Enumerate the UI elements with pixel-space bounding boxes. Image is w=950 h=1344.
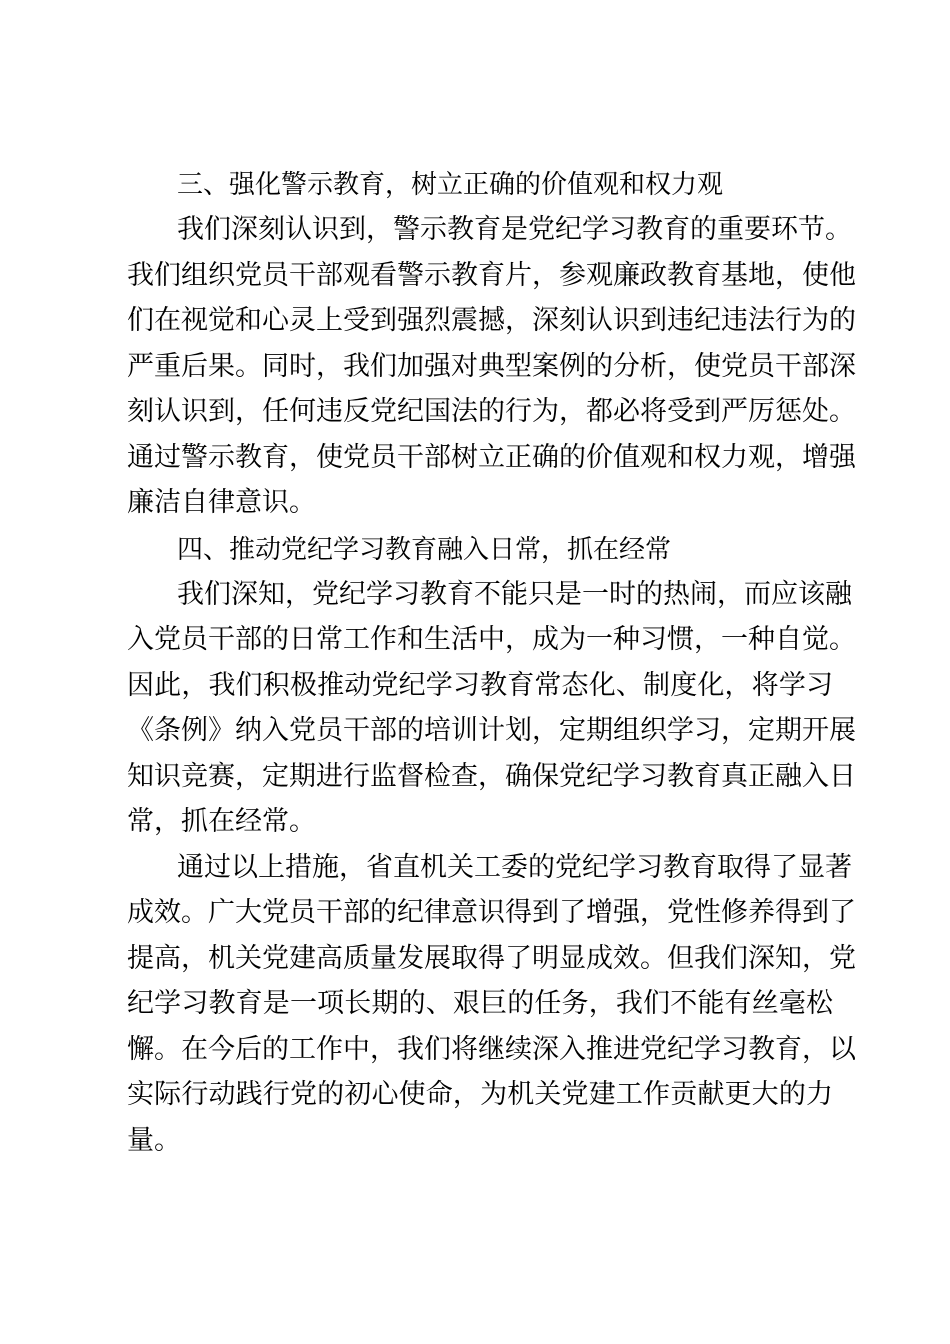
paragraph-line: 懈。在今后的工作中，我们将继续深入推进党纪学习教育，以 bbox=[127, 1033, 856, 1065]
paragraph-line: 通过以上措施，省直机关工委的党纪学习教育取得了显著 bbox=[177, 851, 852, 883]
document-body bbox=[127, 163, 856, 1163]
paragraph bbox=[127, 207, 856, 526]
section-heading: 四、推动党纪学习教育融入日常，抓在经常 bbox=[177, 534, 672, 565]
paragraph-line: 们在视觉和心灵上受到强烈震撼，深刻认识到违纪违法行为的 bbox=[127, 305, 856, 336]
paragraph-line: 知识竞赛，定期进行监督检查，确保党纪学习教育真正融入日 bbox=[127, 760, 856, 792]
paragraph-line: 我们深知，党纪学习教育不能只是一时的热闹，而应该融 bbox=[177, 578, 852, 610]
paragraph-line: 纪学习教育是一项长期的、艰巨的任务，我们不能有丝毫松 bbox=[127, 988, 833, 1019]
paragraph-line: 因此，我们积极推动党纪学习教育常态化、制度化，将学习 bbox=[127, 669, 833, 701]
paragraph-line: 量。 bbox=[127, 1124, 181, 1156]
section-heading: 三、强化警示教育，树立正确的价值观和权力观 bbox=[177, 170, 724, 200]
paragraph-line: 《条例》纳入党员干部的培训计划，定期组织学习，定期开展 bbox=[127, 715, 856, 746]
paragraph-line: 成效。广大党员干部的纪律意识得到了增强，党性修养得到了 bbox=[127, 897, 856, 928]
paragraph-line: 廉洁自律意识。 bbox=[127, 487, 316, 518]
paragraph bbox=[127, 845, 856, 1164]
paragraph bbox=[127, 572, 856, 845]
paragraph-line: 刻认识到，任何违反党纪国法的行为，都必将受到严厉惩处。 bbox=[127, 396, 856, 427]
paragraph-line: 常，抓在经常。 bbox=[127, 806, 316, 837]
paragraph-line: 入党员干部的日常工作和生活中，成为一种习惯，一种自觉。 bbox=[127, 624, 856, 655]
paragraph-line: 我们深刻认识到，警示教育是党纪学习教育的重要环节。 bbox=[177, 214, 852, 245]
paragraph-line: 提高，机关党建高质量发展取得了明显成效。但我们深知，党 bbox=[127, 942, 856, 974]
paragraph-line: 实际行动践行党的初心使命，为机关党建工作贡献更大的力 bbox=[127, 1079, 833, 1110]
paragraph-line: 我们组织党员干部观看警示教育片，参观廉政教育基地，使他 bbox=[127, 259, 856, 291]
paragraph-line: 严重后果。同时，我们加强对典型案例的分析，使党员干部深 bbox=[127, 350, 856, 382]
paragraph-line: 通过警示教育，使党员干部树立正确的价值观和权力观，增强 bbox=[127, 441, 856, 473]
section-three bbox=[127, 163, 856, 526]
section-four bbox=[127, 528, 856, 1164]
